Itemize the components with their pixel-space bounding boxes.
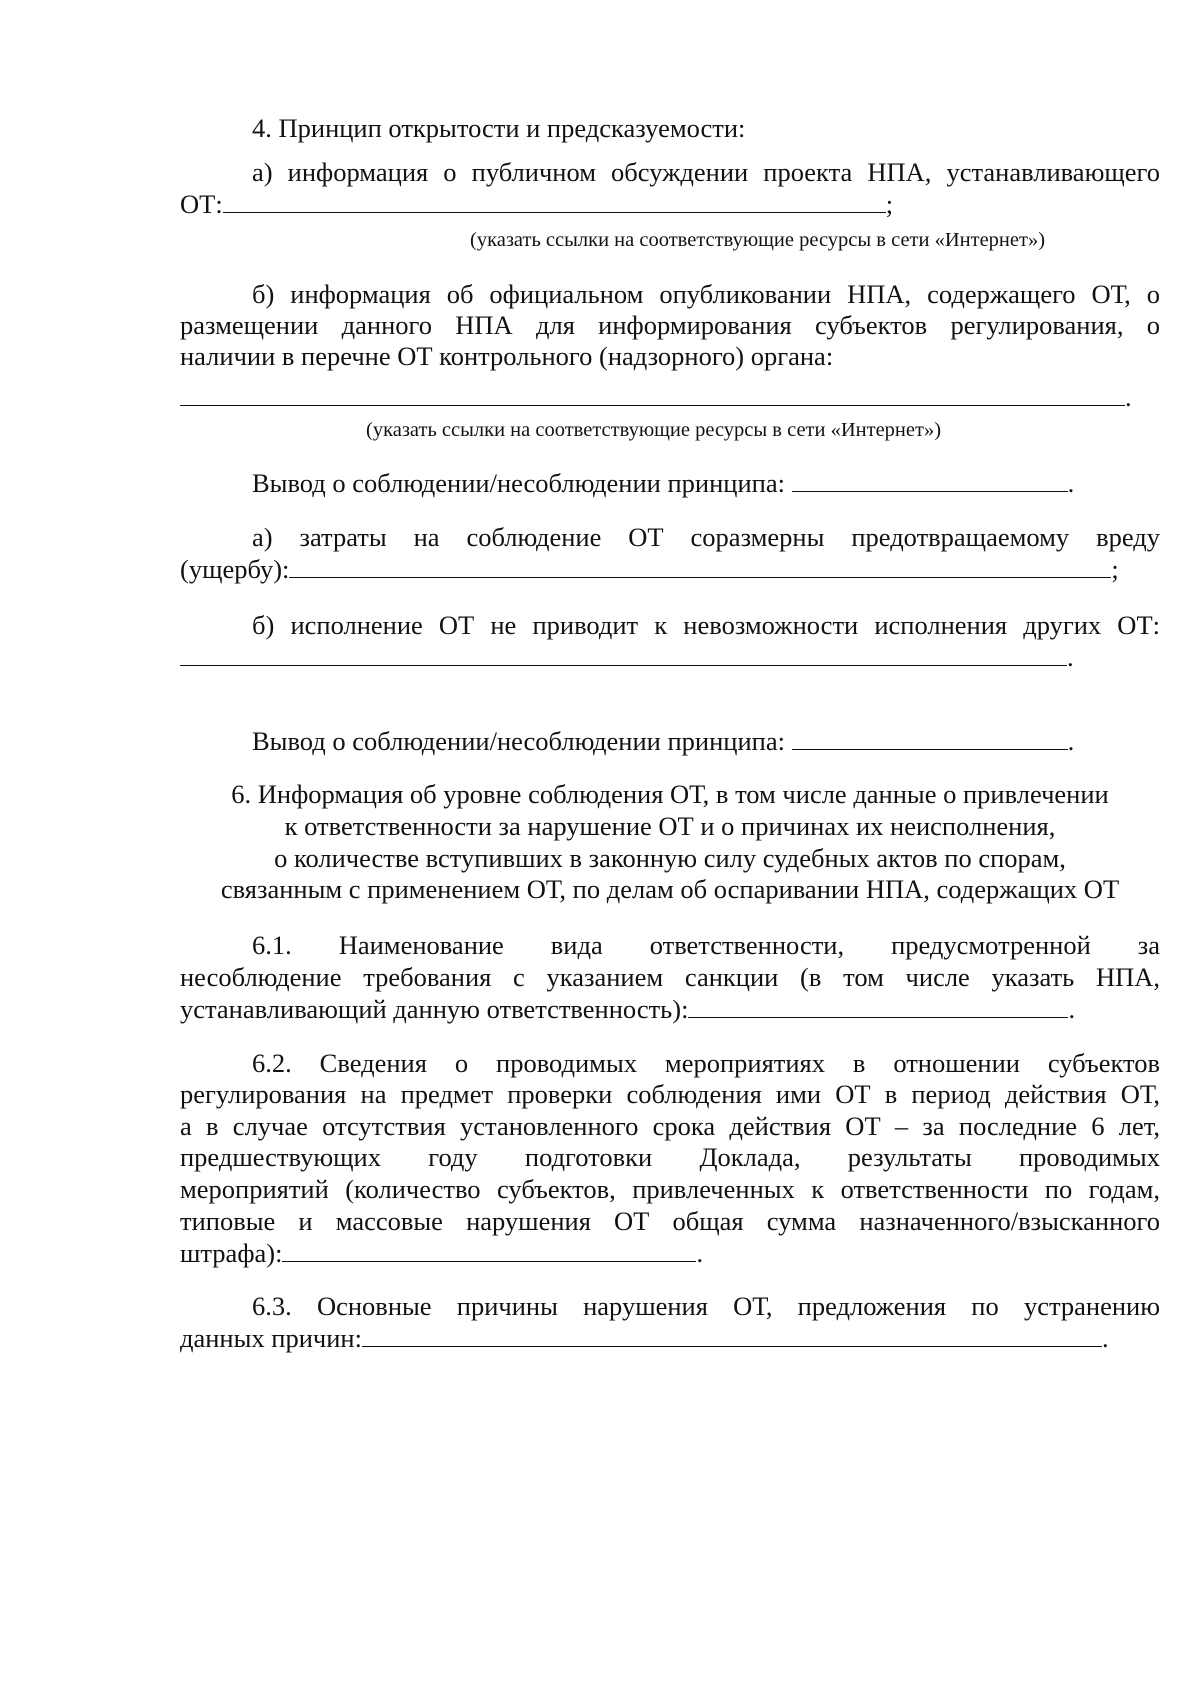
section-4-conclusion-blank[interactable] [792,467,1068,492]
section-4-item-b-line-1: б) информация об официальном опубликовании НПА, содержащего ОТ, о [252,279,1160,309]
section-6-heading-line-1: 6. Информация об уровне соблюдения ОТ, в том числе данные о привлечении [231,779,1109,809]
section-6-heading-line-2: к ответственности за нарушение ОТ и о причинах их неисполнения, [284,811,1056,841]
section-4-conclusion [252,467,1074,499]
section-5-item-a-blank[interactable] [289,553,1111,578]
section-6-2-line-4: предшествующих году подготовки Доклада, результаты проводимых [180,1142,1160,1172]
section-6-2-line-3: а в случае отсутствия установленного срока действия ОТ – за последние 6 лет, [180,1111,1160,1141]
section-4-conclusion-label: Вывод о соблюдении/несоблюдении принципа: [252,468,785,498]
section-6-heading-line-3: о количестве вступивших в законную силу судебных актов по спорам, [274,843,1066,873]
section-6-2-line-1: 6.2. Сведения о проводимых мероприятиях в отношении субъектов [252,1048,1160,1078]
section-4-item-a-line-2 [180,188,893,220]
section-4-item-a-prefix: ОТ: [180,189,223,219]
section-4-item-b-line-2: размещении данного НПА для информирования субъектов регулирования, о [180,310,1160,340]
section-4-item-b-caption: (указать ссылки на соответствующие ресурсы в сети «Интернет») [366,419,942,441]
section-6-2-line-5: мероприятий (количество субъектов, привлеченных к ответственности по годам, [180,1174,1160,1204]
section-6-1-suffix: . [1068,994,1076,1024]
section-4-item-b-line-3: наличии в перечне ОТ контрольного (надзорного) органа: [180,341,834,371]
section-4-item-a-suffix: ; [885,189,894,219]
section-5-conclusion-blank[interactable] [792,725,1068,750]
section-5-conclusion-label: Вывод о соблюдении/несоблюдении принципа: [252,726,785,756]
section-5-conclusion-suffix: . [1067,726,1075,756]
section-6-1-line-1: 6.1. Наименование вида ответственности, предусмотренной за [252,930,1160,960]
section-5-item-b-blank[interactable] [180,641,1067,666]
section-4-item-a-blank[interactable] [223,188,886,213]
section-5-item-b-blank-line [180,641,1074,673]
section-6-1-line-3 [180,993,1075,1025]
section-6-2-line-6: типовые и массовые нарушения ОТ общая сумма назначенного/взысканного [180,1206,1160,1236]
section-4-item-b-blank-line [180,381,1132,413]
section-6-3-line-2 [180,1322,1109,1354]
section-6-2-blank[interactable] [282,1237,696,1262]
section-4-item-a-caption: (указать ссылки на соответствующие ресурсы в сети «Интернет») [470,229,1046,251]
section-5-item-b-suffix: . [1067,642,1074,672]
section-6-3-blank[interactable] [362,1322,1102,1347]
section-6-1-blank[interactable] [688,993,1068,1018]
section-6-2-suffix: . [696,1238,704,1268]
section-6-1-prefix: устанавливающий данную ответственность): [180,994,689,1024]
section-4-conclusion-suffix: . [1067,468,1075,498]
section-5-item-a-line-2 [180,553,1119,585]
section-6-3-prefix: данных причин: [180,1323,362,1353]
section-4-item-b-blank[interactable] [180,381,1125,406]
section-6-3-line-1: 6.3. Основные причины нарушения ОТ, предложения по устранению [252,1291,1160,1321]
section-6-2-line-2: регулирования на предмет проверки соблюдения ими ОТ в период действия ОТ, [180,1079,1160,1109]
section-6-2-line-7 [180,1237,703,1269]
section-6-3-suffix: . [1101,1323,1109,1353]
section-5-item-a-suffix: ; [1111,554,1119,584]
section-5-item-a-line-1: а) затраты на соблюдение ОТ соразмерны предотвращаемому вреду [252,522,1160,552]
section-5-conclusion [252,725,1074,757]
section-6-2-prefix: штрафа): [180,1238,283,1268]
section-6-1-line-2: несоблюдение требования с указанием санкции (в том числе указать НПА, [180,962,1160,992]
section-5-item-a-prefix: (ущербу): [180,554,290,584]
section-4-item-a-line-1: а) информация о публичном обсуждении проекта НПА, устанавливающего [252,157,1160,187]
section-4-heading: 4. Принцип открытости и предсказуемости: [252,113,746,143]
section-6-heading-line-4: связанным с применением ОТ, по делам об оспаривании НПА, содержащих ОТ [220,874,1120,904]
section-4-item-b-suffix: . [1125,382,1132,412]
section-5-item-b-line-1: б) исполнение ОТ не приводит к невозможности исполнения других ОТ: [252,610,1160,640]
